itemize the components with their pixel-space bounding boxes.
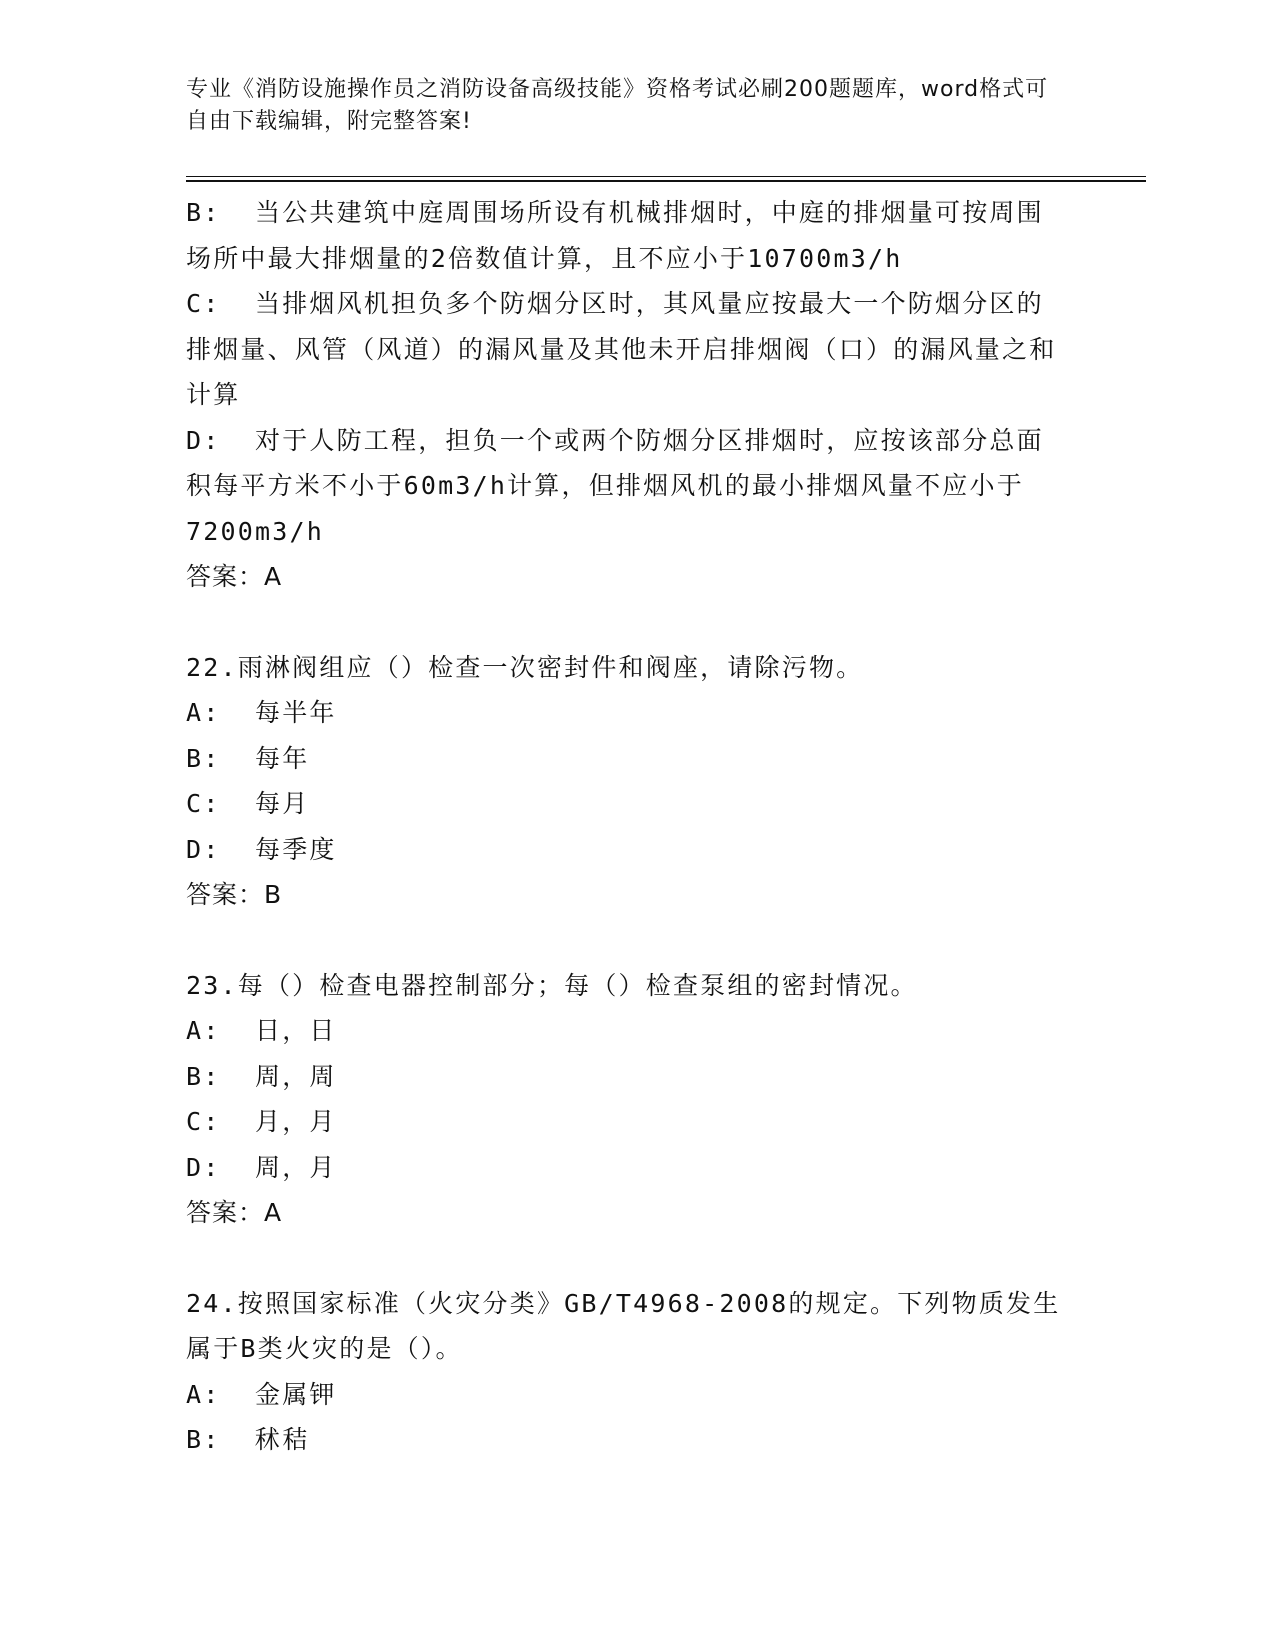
q22-option-b: B: 每年 [186, 743, 310, 773]
header-rule-thin [186, 176, 1146, 177]
q23-option-c: C: 月，月 [186, 1107, 337, 1136]
question-22 [186, 645, 1066, 918]
q24-option-b: B: 秫秸 [186, 1425, 310, 1454]
q24-option-a: A: 金属钾 [186, 1379, 337, 1409]
question-24 [186, 1281, 1066, 1463]
question-21-tail [186, 190, 1066, 600]
question-23 [186, 963, 1066, 1236]
q21-answer: 答案：A [186, 562, 283, 591]
q23-option-d: D: 周，月 [186, 1152, 337, 1182]
q23-option-b: B: 周，周 [186, 1061, 337, 1091]
q23-option-a: A: 日，日 [186, 1016, 337, 1045]
q21-option-c: C: 当排烟风机担负多个防烟分区时，其风量应按最大一个防烟分区的排烟量、风管（风道）的漏风量及其他未开启排烟阀（口）的漏风量之和计算 [186, 289, 1057, 409]
spacer [186, 600, 1066, 645]
q21-option-d: D: 对于人防工程，担负一个或两个防烟分区排烟时，应按该部分总面积每平方米不小于60m3/h计算，但排烟风机的最小排烟风量不应小于7200m3/h [186, 425, 1044, 546]
spacer [186, 918, 1066, 963]
q21-option-b: B: 当公共建筑中庭周围场所设有机械排烟时，中庭的排烟量可按周围场所中最大排烟量的2倍数值计算，且不应小于10700m3/h [186, 198, 1044, 273]
q23-answer: 答案：A [186, 1198, 283, 1227]
q22-option-d: D: 每季度 [186, 834, 337, 864]
document-header: 专业《消防设施操作员之消防设备高级技能》资格考试必刷200题题库，word格式可自由下载编辑，附完整答案! [186, 77, 1049, 134]
q22-stem: 22.雨淋阀组应（）检查一次密封件和阀座，请除污物。 [186, 652, 864, 682]
spacer [186, 1236, 1066, 1281]
q24-stem: 24.按照国家标准（火灾分类》GB/T4968-2008的规定。下列物质发生属于B类火灾的是（）。 [186, 1288, 1061, 1363]
q22-option-c: C: 每月 [186, 789, 310, 818]
q22-option-a: A: 每半年 [186, 698, 337, 727]
q23-stem: 23.每（）检查电器控制部分；每（）检查泵组的密封情况。 [186, 970, 918, 1000]
q22-answer: 答案：B [186, 880, 283, 909]
question-content [186, 190, 1066, 1463]
header-rule-thick [186, 180, 1146, 182]
